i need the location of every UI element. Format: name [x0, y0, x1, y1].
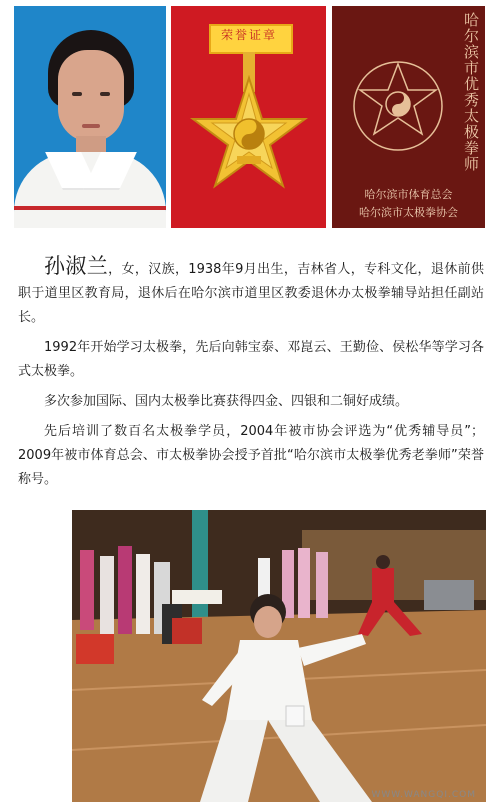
competition-scene-image [72, 510, 486, 802]
bio-paragraph-1-text: ，女，汉族，1938年9月出生，吉林省人，专科文化，退休前供职于道里区教育局，退休后在哈尔滨市道里区教委退休办太极拳辅导站担任副站长。 [18, 262, 485, 325]
medal-photo [171, 6, 326, 228]
medal-star-icon [171, 6, 326, 228]
medal-ribbon-text: 荣誉证章 [220, 28, 277, 42]
bio-paragraph-4: 先后培训了数百名太极拳学员，2004年被市协会评选为“优秀辅导员”；2009年被市体育总会、市太极拳协会授予首批“哈尔滨市太极拳优秀老拳师”荣誉称号。 [18, 424, 484, 487]
certificate-title: 哈尔滨市优秀太极拳师 [462, 12, 480, 172]
certificate-photo [332, 6, 485, 228]
certificate-org-2: 哈尔滨市太极拳协会 [359, 206, 458, 219]
biography [18, 254, 484, 498]
competition-photo [72, 510, 486, 802]
person-name: 孙淑兰 [44, 254, 109, 278]
bio-paragraph-3: 多次参加国际、国内太极拳比赛获得四金、四银和二铜好成绩。 [44, 394, 409, 409]
top-photo-strip [14, 6, 485, 228]
bio-paragraph-2: 1992年开始学习太极拳，先后向韩宝泰、邓崑云、王勤俭、侯松华等学习各式太极拳。 [18, 340, 484, 379]
watermark-credit: WWW.WANGQI.COM [371, 790, 476, 800]
bio-paragraph-1 [18, 254, 484, 330]
portrait-photo [14, 6, 166, 228]
certificate-org-1: 哈尔滨市体育总会 [364, 188, 453, 201]
